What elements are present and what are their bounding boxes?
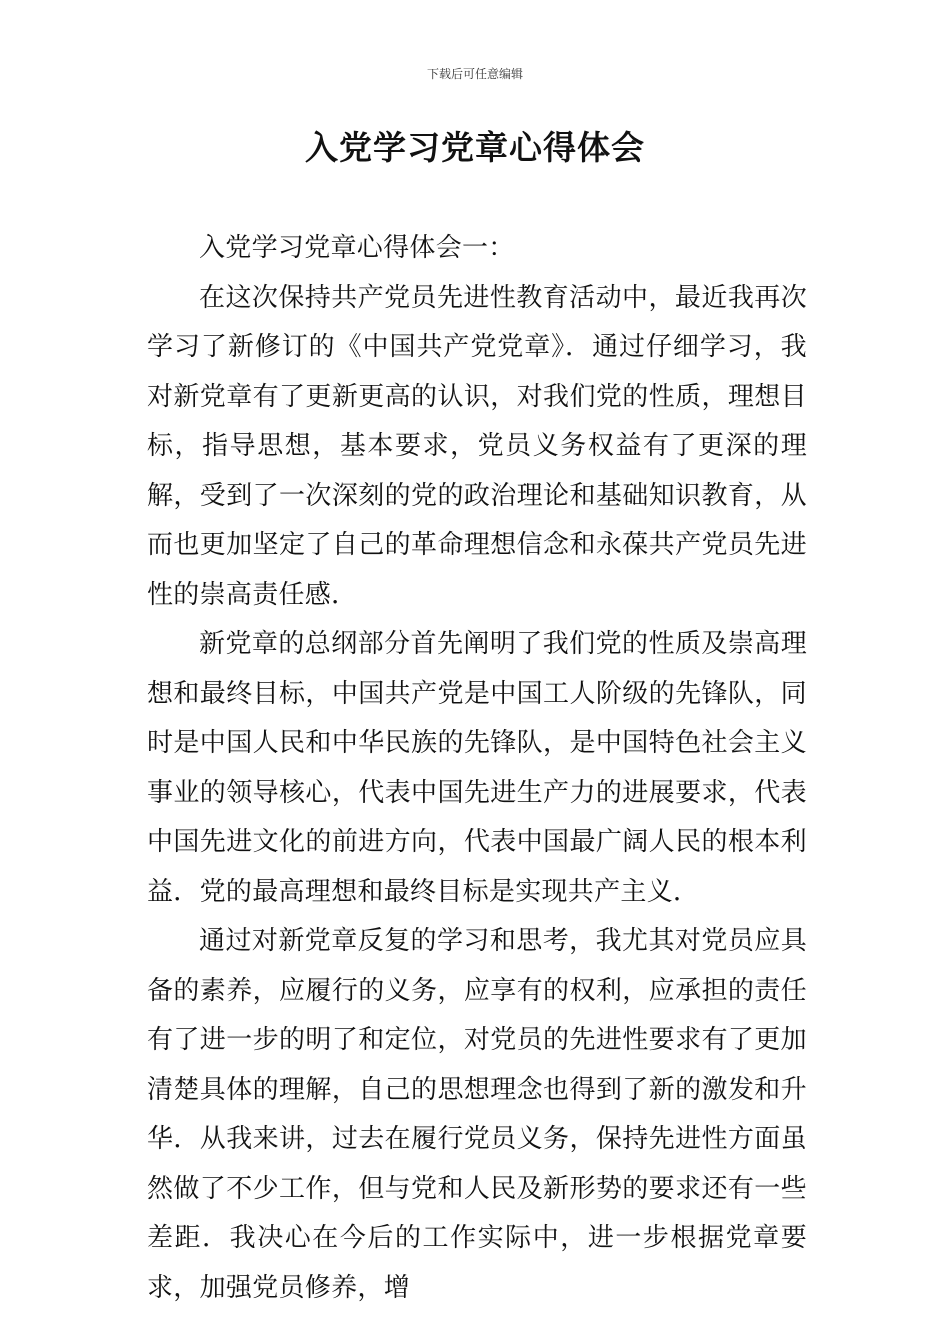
paragraph: 在这次保持共产党员先进性教育活动中，最近我再次学习了新修订的《中国共产党党章》．通过仔细学习，我对新党章有了更新更高的认识，对我们党的性质，理想目标，指导思想，基本要求，党员义务权益有了更深的理解，受到了一次深刻的党的政治理论和基础知识教育，从而也更加坚定了自己的革命理想信念和永葆共产党员先进性的崇高责任感． [147,282,807,610]
paragraph: 通过对新党章反复的学习和思考，我尤其对党员应具备的素养，应履行的义务，应享有的权利，应承担的责任有了进一步的明了和定位，对党员的先进性要求有了更加清楚具体的理解，自己的思想理念也得到了新的激发和升华．从我来讲，过去在履行党员义务，保持先进性方面虽然做了不少工作，但与党和人民及新形势的要求还有一些差距．我决心在今后的工作实际中，进一步根据党章要求，加强党员修养，增 [147,926,807,1303]
paragraph-heading: 入党学习党章心得体会一： [199,233,515,263]
document-body [147,224,807,1313]
paragraph: 新党章的总纲部分首先阐明了我们党的性质及崇高理想和最终目标，中国共产党是中国工人阶级的先锋队，同时是中国人民和中华民族的先锋队，是中国特色社会主义事业的领导核心，代表中国先进生产力的进展要求，代表中国先进文化的前进方向，代表中国最广阔人民的根本利益．党的最高理想和最终目标是实现共产主义． [147,629,807,907]
document-title: 入党学习党章心得体会 [305,128,645,167]
header-note: 下载后可任意编辑 [426,67,523,81]
